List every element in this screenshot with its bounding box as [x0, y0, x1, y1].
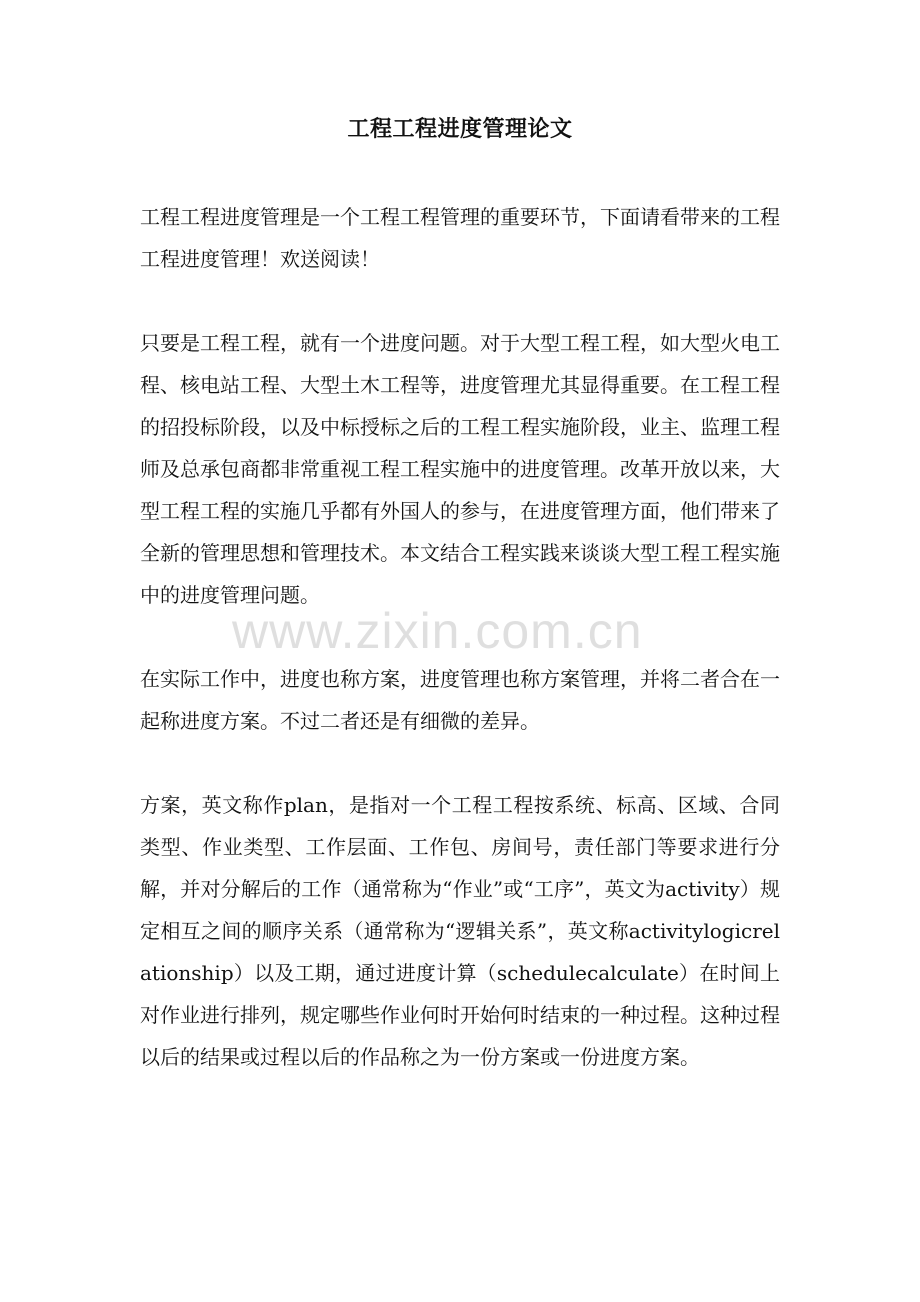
paragraph-plan-definition: 方案，英文称作plan，是指对一个工程工程按系统、标高、区域、合同类型、作业类型、工作层面、工作包、房间号，责任部门等要求进行分解，并对分解后的工作（通常称为“作业”或“工序”，英文为activity）规定相互之间的顺序关系（通常称为“逻辑关系”，英文称activitylogicrelationship）以及工期，通过进度计算（schedulecalculate）在时间上对作业进行排列，规定哪些作业何时开始何时结束的一种过程。这种过程以后的结果或过程以后的作品称之为一份方案或一份进度方案。	[140, 793, 780, 1069]
paragraph-intro: 工程工程进度管理是一个工程工程管理的重要环节，下面请看带来的工程工程进度管理！欢送阅读！	[140, 205, 780, 271]
page-title: 工程工程进度管理论文	[347, 116, 573, 142]
watermark: www.zixin.com.cn	[232, 603, 643, 659]
paragraph-progress-problem: 只要是工程工程，就有一个进度问题。对于大型工程工程，如大型火电工程、核电站工程、大型土木工程等，进度管理尤其显得重要。在工程工程的招投标阶段，以及中标授标之后的工程工程实施阶段，业主、监理工程师及总承包商都非常重视工程工程实施中的进度管理。改革开放以来，大型工程工程的实施几乎都有外国人的参与，在进度管理方面，他们带来了全新的管理思想和管理技术。本文结合工程实践来谈谈大型工程工程实施中的进度管理问题。	[140, 331, 780, 607]
paragraph-plan-vs-progress: 在实际工作中，进度也称方案，进度管理也称方案管理，并将二者合在一起称进度方案。不过二者还是有细微的差异。	[140, 667, 780, 733]
document-body	[140, 196, 780, 1120]
